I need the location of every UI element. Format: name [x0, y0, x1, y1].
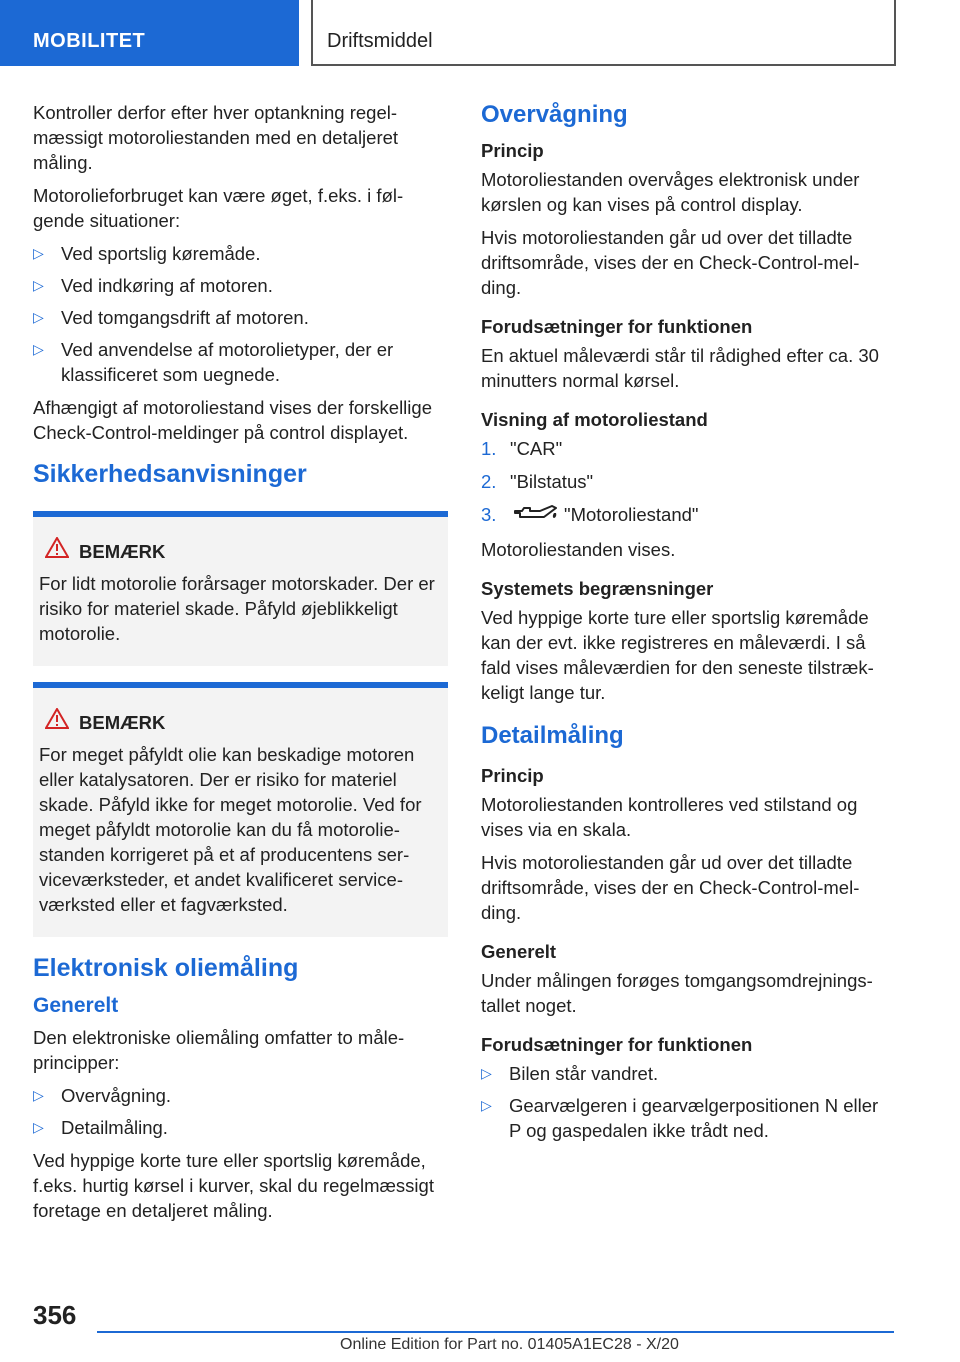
warning-title: BEMÆRK [79, 541, 166, 562]
list-item-text: Overvågning. [61, 1085, 172, 1106]
step-item [481, 469, 891, 494]
principle-label: Princip [481, 765, 544, 787]
chapter-tab: MOBILITET [0, 0, 299, 66]
bullet-list [33, 241, 448, 387]
electronic-heading: Elektronisk oliemåling [33, 954, 299, 982]
prereq-label: Forudsætninger for funktionen [481, 316, 753, 337]
paragraph: Motoroliestanden kontrolleres ved stilstand og vises via en skala. [481, 794, 858, 841]
prereq-label: Forudsætninger for funktionen [481, 1034, 753, 1056]
edition-text: Online Edition for Part no. 01405A1EC28 - X/20 [340, 1336, 679, 1353]
warning-header [39, 537, 440, 565]
bullet-list [33, 1083, 448, 1140]
warning-header [39, 708, 440, 736]
paragraph: Ved hyppige korte ture eller sportslig køremåde kan der evt. ikke registreres en måleværdi. I så fald vises måleværdien for den seneste tilstrækkeligt lange tur. [481, 607, 874, 704]
paragraph: Den elektroniske oliemåling omfatter to måleprincipper: [33, 1027, 405, 1073]
list-item [33, 241, 448, 266]
paragraph: Kontroller derfor efter hver optankning regelmæssigt motoroliestanden med en detaljeret måling. [33, 102, 399, 173]
step-number: 1. [481, 438, 497, 459]
warning-title: BEMÆRK [79, 712, 166, 733]
right-column [481, 100, 891, 1151]
paragraph: Motorolieforbruget kan være øget, f.eks. i følgende situationer: [33, 185, 404, 231]
paragraph: Motoroliestanden overvåges elektronisk under kørslen og kan vises på control display. [481, 169, 860, 215]
step-text: "Bilstatus" [510, 471, 594, 492]
triangle-right-icon: ▷ [33, 341, 44, 357]
warning-text: For meget påfyldt olie kan beskadige motoren eller katalysatoren. Der er risiko for materiel skade. Påfyld ikke for meget motorolie. Ved for meget påfyldt motorolie kan du få motoroliestanden korrigeret på et af producentens serviceværksteder, et andet kvalificeret serviceværksted eller et fagværksted. [39, 744, 422, 915]
principle-label: Princip [481, 140, 544, 161]
triangle-right-icon: ▷ [33, 1087, 44, 1103]
list-item-text: Gearvælgeren i gearvælgerpositionen N eller P og gaspedalen ikke trådt ned. [509, 1095, 879, 1142]
list-item-text: Ved sportslig køremåde. [61, 243, 261, 264]
paragraph: En aktuel måleværdi står til rådighed efter ca. 30 minutters normal kørsel. [481, 345, 879, 391]
bullet-list [481, 1061, 891, 1143]
warning-text: For lidt motorolie forårsager motorskader. Der er risiko for materiel skade. Påfyld øjeblikkeligt motorolie. [39, 573, 435, 644]
list-item [33, 305, 448, 330]
paragraph: Motoroliestanden vises. [481, 539, 676, 561]
section-title: Driftsmiddel [311, 0, 896, 66]
triangle-right-icon: ▷ [481, 1065, 492, 1082]
general-label: Generelt [481, 941, 557, 963]
page-header [0, 0, 960, 66]
left-column [33, 100, 448, 1231]
page-number: 356 [33, 1300, 77, 1330]
list-item [33, 273, 448, 298]
warning-box [33, 511, 448, 666]
list-item-text: Ved anvendelse af motorolietyper, der er klassificeret som uegnede. [61, 339, 394, 385]
general-subheading: Generelt [33, 994, 119, 1017]
triangle-right-icon: ▷ [33, 1119, 44, 1135]
step-item [481, 436, 891, 461]
step-list [481, 436, 891, 529]
limits-label: Systemets begrænsninger [481, 578, 714, 600]
paragraph: Hvis motoroliestanden går ud over det tilladte driftsområde, vises der en Check-Control-melding. [481, 852, 860, 924]
list-item [481, 1061, 891, 1086]
list-item [33, 337, 448, 387]
page-footer [0, 1300, 960, 1362]
paragraph: Afhængigt af motoroliestand vises der forskellige Check-Control-meldinger på control displayet. [33, 397, 432, 443]
warning-box [33, 682, 448, 937]
list-item-text: Bilen står vandret. [509, 1063, 659, 1085]
step-number: 3. [481, 504, 497, 525]
triangle-right-icon: ▷ [33, 309, 44, 325]
list-item-text: Ved tomgangsdrift af motoren. [61, 307, 309, 328]
step-item [481, 502, 891, 529]
triangle-right-icon: ▷ [481, 1097, 492, 1114]
paragraph: Hvis motoroliestanden går ud over det tilladte driftsområde, vises der en Check-Control-melding. [481, 227, 860, 298]
list-item [33, 1083, 448, 1108]
warning-triangle-icon [45, 537, 71, 565]
safety-heading: Sikkerhedsanvisninger [33, 460, 307, 488]
detail-heading: Detailmåling [481, 722, 624, 750]
list-item-text: Detailmåling. [61, 1117, 168, 1138]
oil-can-icon [512, 503, 558, 529]
monitoring-heading: Overvågning [481, 101, 628, 128]
warning-triangle-icon [45, 708, 71, 736]
display-label: Visning af motoroliestand [481, 409, 708, 430]
footer-rule [97, 1331, 894, 1333]
list-item [481, 1093, 891, 1143]
list-item [33, 1115, 448, 1140]
triangle-right-icon: ▷ [33, 277, 44, 293]
triangle-right-icon: ▷ [33, 245, 44, 261]
step-number: 2. [481, 471, 497, 492]
step-text: "Motoroliestand" [564, 504, 699, 525]
step-text: "CAR" [510, 438, 563, 459]
paragraph: Under målingen forøges tomgangsomdrejningstallet noget. [481, 970, 873, 1017]
list-item-text: Ved indkøring af motoren. [61, 275, 273, 296]
paragraph: Ved hyppige korte ture eller sportslig køremåde, f.eks. hurtig kørsel i kurver, skal du regelmæssigt foretage en detaljeret måling. [33, 1150, 434, 1221]
